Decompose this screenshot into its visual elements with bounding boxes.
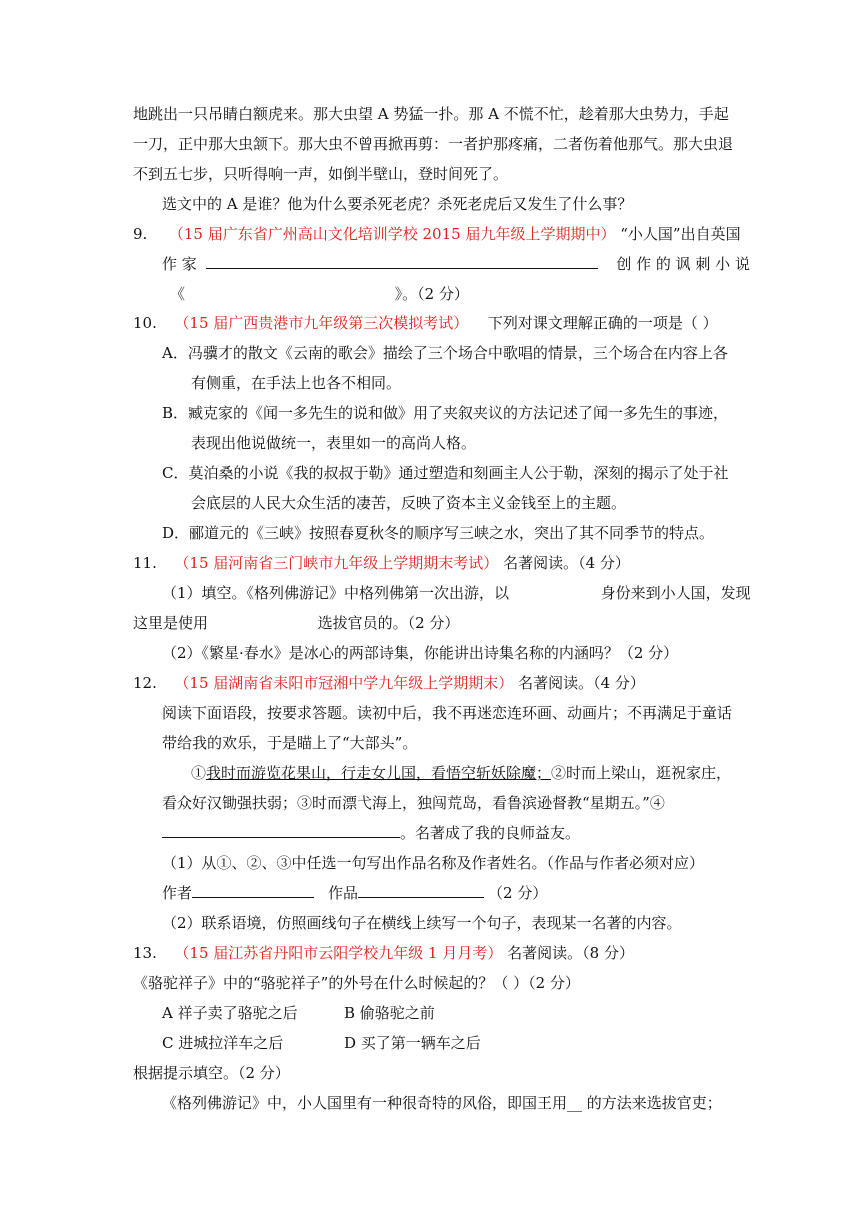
question-text: 名著阅读。（4 分） — [518, 674, 645, 692]
passage-question: 选文中的 A 是谁？他为什么要杀死老虎？杀死老虎后又发生了什么事？ — [162, 195, 633, 213]
question-number: 13. — [133, 944, 157, 962]
question-text: 身份来到小人国，发现 — [600, 584, 751, 602]
author-label: 作者 — [162, 884, 193, 902]
question-number: 12. — [133, 674, 157, 692]
question-text: 《 — [170, 285, 186, 303]
question-source: （15 届河南省三门峡市九年级上学期期末考试） — [174, 554, 499, 572]
answer-blank[interactable] — [206, 254, 598, 269]
question-12-part1: （1）从①、②、③中任选一句写出作品名称及作者姓名。（作品与作者必须对应） — [162, 854, 705, 872]
question-text: 》。（2 分） — [394, 285, 469, 303]
answer-blank[interactable] — [162, 823, 400, 838]
question-9 — [133, 224, 741, 244]
score: （2 分） — [488, 884, 548, 902]
option-c-cont: 会底层的人民大众生活的凄苦，反映了资本主义金钱至上的主题。 — [191, 494, 627, 512]
option-c: C 进城拉洋车之后 — [162, 1034, 284, 1052]
reading-intro-cont: 带给我的欢乐，于是瞄上了“大部头”。 — [162, 734, 418, 752]
question-text: “小人国”出自英国 — [620, 225, 741, 243]
option-a: A．冯骥才的散文《云南的歌会》描绘了三个场合中歌唱的情景，三个场合在内容上各 — [162, 344, 728, 362]
option-d: D 买了第一辆车之后 — [344, 1034, 481, 1052]
question-text: 创 作 的 讽 刺 小 说 — [616, 255, 750, 273]
fill-title: 根据提示填空。（2 分） — [133, 1064, 290, 1082]
circled-number: ① — [191, 764, 207, 782]
question-11-part2: （2）《繁星·春水》是冰心的两部诗集，你能讲出诗集名称的内涵吗？（2 分） — [162, 644, 679, 662]
question-11 — [133, 553, 630, 573]
work-blank[interactable] — [358, 883, 484, 898]
question-9-line2 — [162, 254, 750, 274]
option-a-cont: 有侧重，在手法上也各不相同。 — [191, 374, 402, 392]
question-12-fill — [162, 883, 547, 903]
fill-text: 《格列佛游记》中，小人国里有一种很奇特的风俗，即国王用__ 的方法来选拔官吏； — [162, 1094, 722, 1112]
option-a: A 祥子卖了骆驼之后 — [162, 1004, 298, 1022]
reading-sentence-2: 看众好汉锄强扶弱；③时而漂弋海上，独闯荒岛，看鲁滨逊督教“星期五。”④ — [162, 794, 665, 812]
question-10 — [133, 313, 718, 333]
question-source: （15 届湖南省耒阳市冠湘中学九年级上学期期末） — [174, 674, 514, 692]
passage-line: 一刀，正中那大虫颔下。那大虫不曾再掀再剪：一者护那疼痛，二者伤着他那气。那大虫退 — [133, 135, 734, 153]
question-13-stem: 《骆驼祥子》中的“骆驼祥子”的外号在什么时候起的？（ ）（2 分） — [133, 974, 580, 992]
reading-intro: 阅读下面语段，按要求答题。读初中后，我不再迷恋连环画、动画片；不再满足于童话 — [162, 704, 733, 722]
question-text: 下列对课文理解正确的一项是（ ） — [487, 314, 718, 332]
option-b-cont: 表现出他说做统一，表里如一的高尚人格。 — [191, 434, 477, 452]
question-11-part1 — [162, 583, 751, 603]
work-label: 作品 — [328, 884, 359, 902]
option-b: B．臧克家的《闻一多先生的说和做》用了夹叙夹议的方法记述了闻一多先生的事迹， — [162, 404, 729, 422]
option-b: B 偷骆驼之前 — [344, 1004, 435, 1022]
question-text: 选拔官员的。（2 分） — [317, 614, 460, 632]
question-text: （1）填空。《格列佛游记》中格列佛第一次出游，以 — [162, 584, 510, 602]
reading-sentence-3 — [162, 823, 580, 843]
passage-line: 不到五七步，只听得响一声，如倒半壁山，登时间死了。 — [133, 165, 509, 183]
question-text: 这里是使用 — [133, 614, 209, 632]
underlined-sentence: 我时而游览花果山，行走女儿国，看悟空斩妖除魔； — [206, 764, 552, 782]
question-text: 作 家 — [162, 255, 197, 273]
option-c: C．莫泊桑的小说《我的叔叔于勒》通过塑造和刻画主人公于勒，深刻的揭示了处于社 — [162, 464, 729, 482]
question-text: 。名著成了我的良师益友。 — [400, 824, 581, 842]
question-number: 11. — [133, 554, 157, 572]
question-source: （15 届广东省广州高山文化培训学校 2015 届九年级上学期期中） — [168, 225, 616, 243]
question-11-part1-cont — [133, 613, 459, 633]
options-row-2 — [162, 1033, 481, 1053]
question-text: 名著阅读。（8 分） — [507, 944, 634, 962]
question-13 — [133, 943, 634, 963]
question-number: 10. — [133, 314, 157, 332]
question-number: 9. — [133, 225, 148, 243]
question-12-part2: （2）联系语境，仿照画线句子在横线上续写一个句子，表现某一名著的内容。 — [162, 914, 682, 932]
question-text: 名著阅读。（4 分） — [503, 554, 630, 572]
question-source: （15 届广西贵港市九年级第三次模拟考试） — [174, 314, 469, 332]
question-source: （15 届江苏省丹阳市云阳学校九年级 1 月月考） — [174, 944, 503, 962]
question-text: ②时而上梁山，逛祝家庄， — [551, 764, 732, 782]
passage-line: 地跳出一只吊睛白额虎来。那大虫望 A 势猛一扑。那 A 不慌不忙，趁着那大虫势力，手起 — [133, 105, 729, 123]
options-row-1 — [162, 1003, 435, 1023]
option-d: D．郦道元的《三峡》按照春夏秋冬的顺序写三峡之水，突出了其不同季节的特点。 — [162, 524, 715, 542]
question-9-line3 — [170, 284, 469, 304]
reading-sentence-1 — [191, 763, 731, 783]
question-12 — [133, 673, 645, 693]
author-blank[interactable] — [192, 883, 314, 898]
